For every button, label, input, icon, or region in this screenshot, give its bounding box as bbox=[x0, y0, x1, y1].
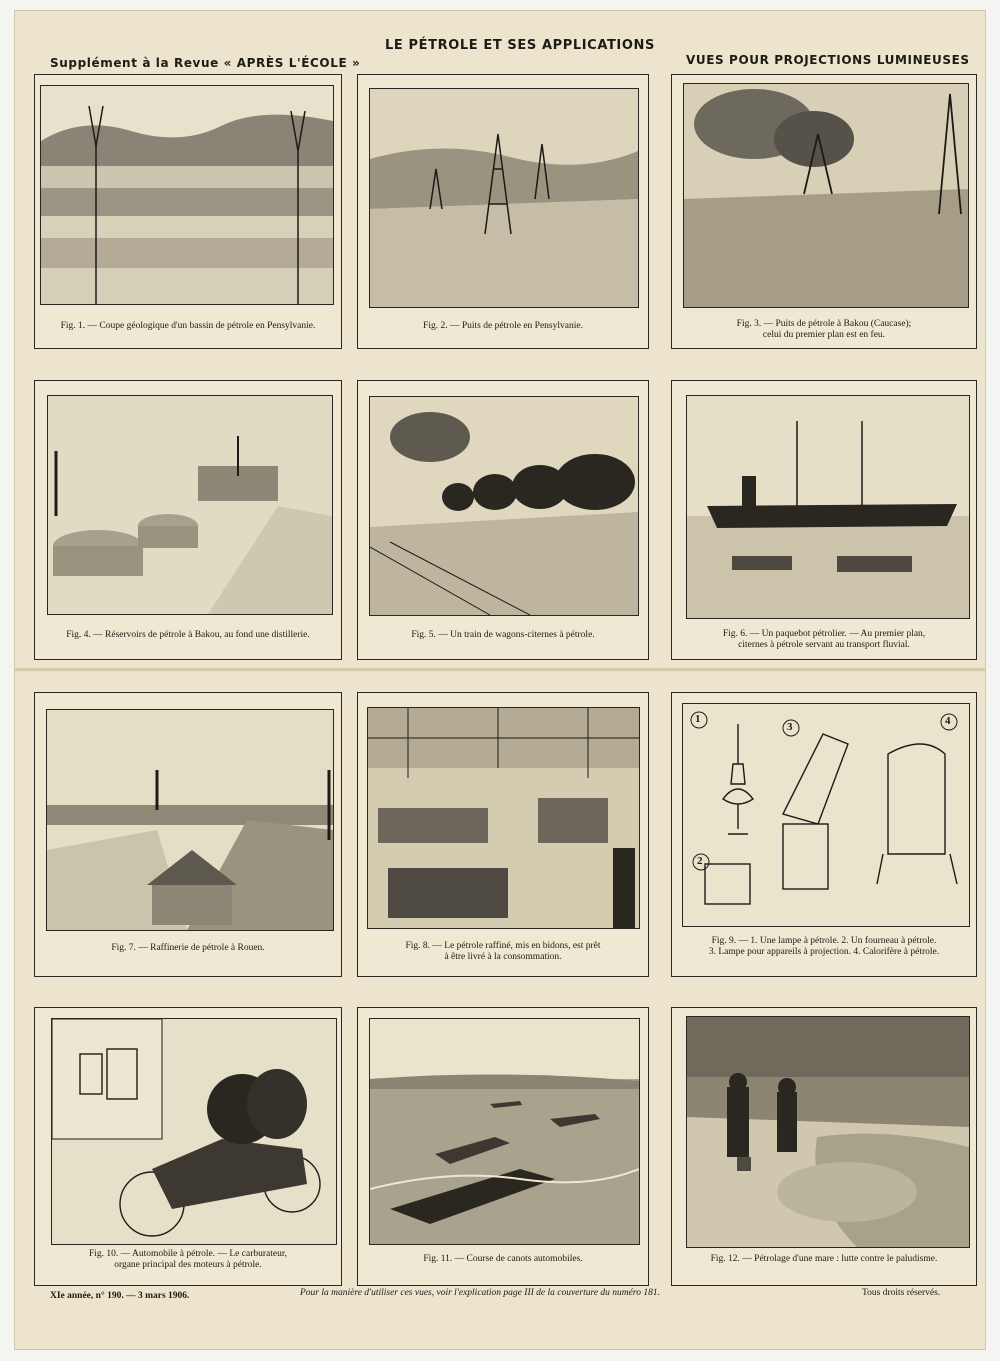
figure-caption-6-line1: Fig. 6. — Un paquebot pétrolier. — Au premier plan, bbox=[722, 629, 926, 639]
figure-caption-1: Fig. 1. — Coupe géologique d'un bassin de pétrole en Pensylvanie. bbox=[60, 321, 316, 331]
rights-notice: Tous droits réservés. bbox=[862, 1288, 941, 1298]
illustration-tank-wagon-train bbox=[369, 396, 639, 616]
figure-panel-4 bbox=[34, 380, 342, 660]
figure-panel-1 bbox=[34, 74, 342, 349]
figure-panel-8 bbox=[357, 692, 649, 977]
page-title: LE PÉTROLE ET SES APPLICATIONS bbox=[385, 38, 655, 53]
figure-panel-6 bbox=[671, 380, 977, 660]
supplement-header: Supplément à la Revue « APRÈS L'ÉCOLE » bbox=[50, 56, 361, 70]
figure-panel-3 bbox=[671, 74, 977, 349]
figure-caption-9 bbox=[672, 936, 976, 958]
figure-caption-10-line1: Fig. 10. — Automobile à pétrole. — Le carburateur, bbox=[88, 1249, 287, 1259]
figure-caption-8-line2: à être livré à la consommation. bbox=[444, 952, 562, 962]
illustration-pond-oiling bbox=[686, 1016, 970, 1248]
figure-panel-7 bbox=[34, 692, 342, 977]
figure-caption-9-line2: 3. Lampe pour appareils à projection. 4. Calorifère à pétrole. bbox=[708, 947, 940, 957]
illustration-oil-wells bbox=[369, 88, 639, 308]
figure-panel-11 bbox=[357, 1007, 649, 1286]
fig9-number-3: 3 bbox=[787, 721, 793, 733]
illustration-petroleum-devices bbox=[682, 703, 970, 927]
figure-caption-12: Fig. 12. — Pétrolage d'une mare : lutte contre le paludisme. bbox=[710, 1254, 938, 1264]
illustration-rouen-refinery bbox=[46, 709, 334, 931]
illustration-burning-well bbox=[683, 83, 969, 308]
figure-caption-11: Fig. 11. — Course de canots automobiles. bbox=[423, 1254, 583, 1264]
figure-caption-3 bbox=[672, 319, 976, 341]
figure-panel-2 bbox=[357, 74, 649, 349]
usage-note: Pour la manière d'utiliser ces vues, voir l'explication page III de la couverture du numéro 181. bbox=[300, 1288, 660, 1298]
figure-caption-7: Fig. 7. — Raffinerie de pétrole à Rouen. bbox=[111, 943, 265, 953]
figure-panel-10 bbox=[34, 1007, 342, 1286]
figure-caption-5: Fig. 5. — Un train de wagons-citernes à pétrole. bbox=[411, 630, 595, 640]
illustration-tanker-steamship bbox=[686, 395, 970, 619]
projection-header: VUES POUR PROJECTIONS LUMINEUSES bbox=[686, 53, 970, 67]
illustration-canning-hall bbox=[367, 707, 640, 929]
fig9-number-4: 4 bbox=[945, 715, 951, 727]
fig9-number-2: 2 bbox=[697, 855, 703, 867]
figure-caption-8-line1: Fig. 8. — Le pétrole raffiné, mis en bidons, est prêt bbox=[405, 941, 601, 951]
fig9-number-1: 1 bbox=[695, 713, 701, 725]
figure-caption-3-line2: celui du premier plan est en feu. bbox=[762, 330, 886, 340]
figure-caption-6 bbox=[672, 629, 976, 651]
figure-panel-12 bbox=[671, 1007, 977, 1286]
illustration-oil-reservoirs bbox=[47, 395, 333, 615]
figure-caption-3-line1: Fig. 3. — Puits de pétrole à Bakou (Caucase); bbox=[736, 319, 912, 329]
figure-panel-5 bbox=[357, 380, 649, 660]
figure-caption-10-line2: organe principal des moteurs à pétrole. bbox=[114, 1260, 262, 1270]
figure-caption-9-line1: Fig. 9. — 1. Une lampe à pétrole. 2. Un fourneau à pétrole. bbox=[711, 936, 937, 946]
issue-info: XIe année, n° 190. — 3 mars 1906. bbox=[50, 1291, 190, 1301]
figure-panel-9 bbox=[671, 692, 977, 977]
illustration-petrol-automobile bbox=[51, 1018, 337, 1245]
fold-line bbox=[14, 668, 986, 671]
figure-caption-10 bbox=[35, 1249, 341, 1271]
figure-caption-2: Fig. 2. — Puits de pétrole en Pensylvanie. bbox=[423, 321, 583, 331]
figure-caption-8 bbox=[358, 941, 648, 963]
figure-caption-4: Fig. 4. — Réservoirs de pétrole à Bakou, au fond une distillerie. bbox=[66, 630, 310, 640]
illustration-geological-section bbox=[40, 85, 334, 305]
figure-caption-6-line2: citernes à pétrole servant au transport fluvial. bbox=[738, 640, 910, 650]
illustration-motorboat-race bbox=[369, 1018, 640, 1245]
